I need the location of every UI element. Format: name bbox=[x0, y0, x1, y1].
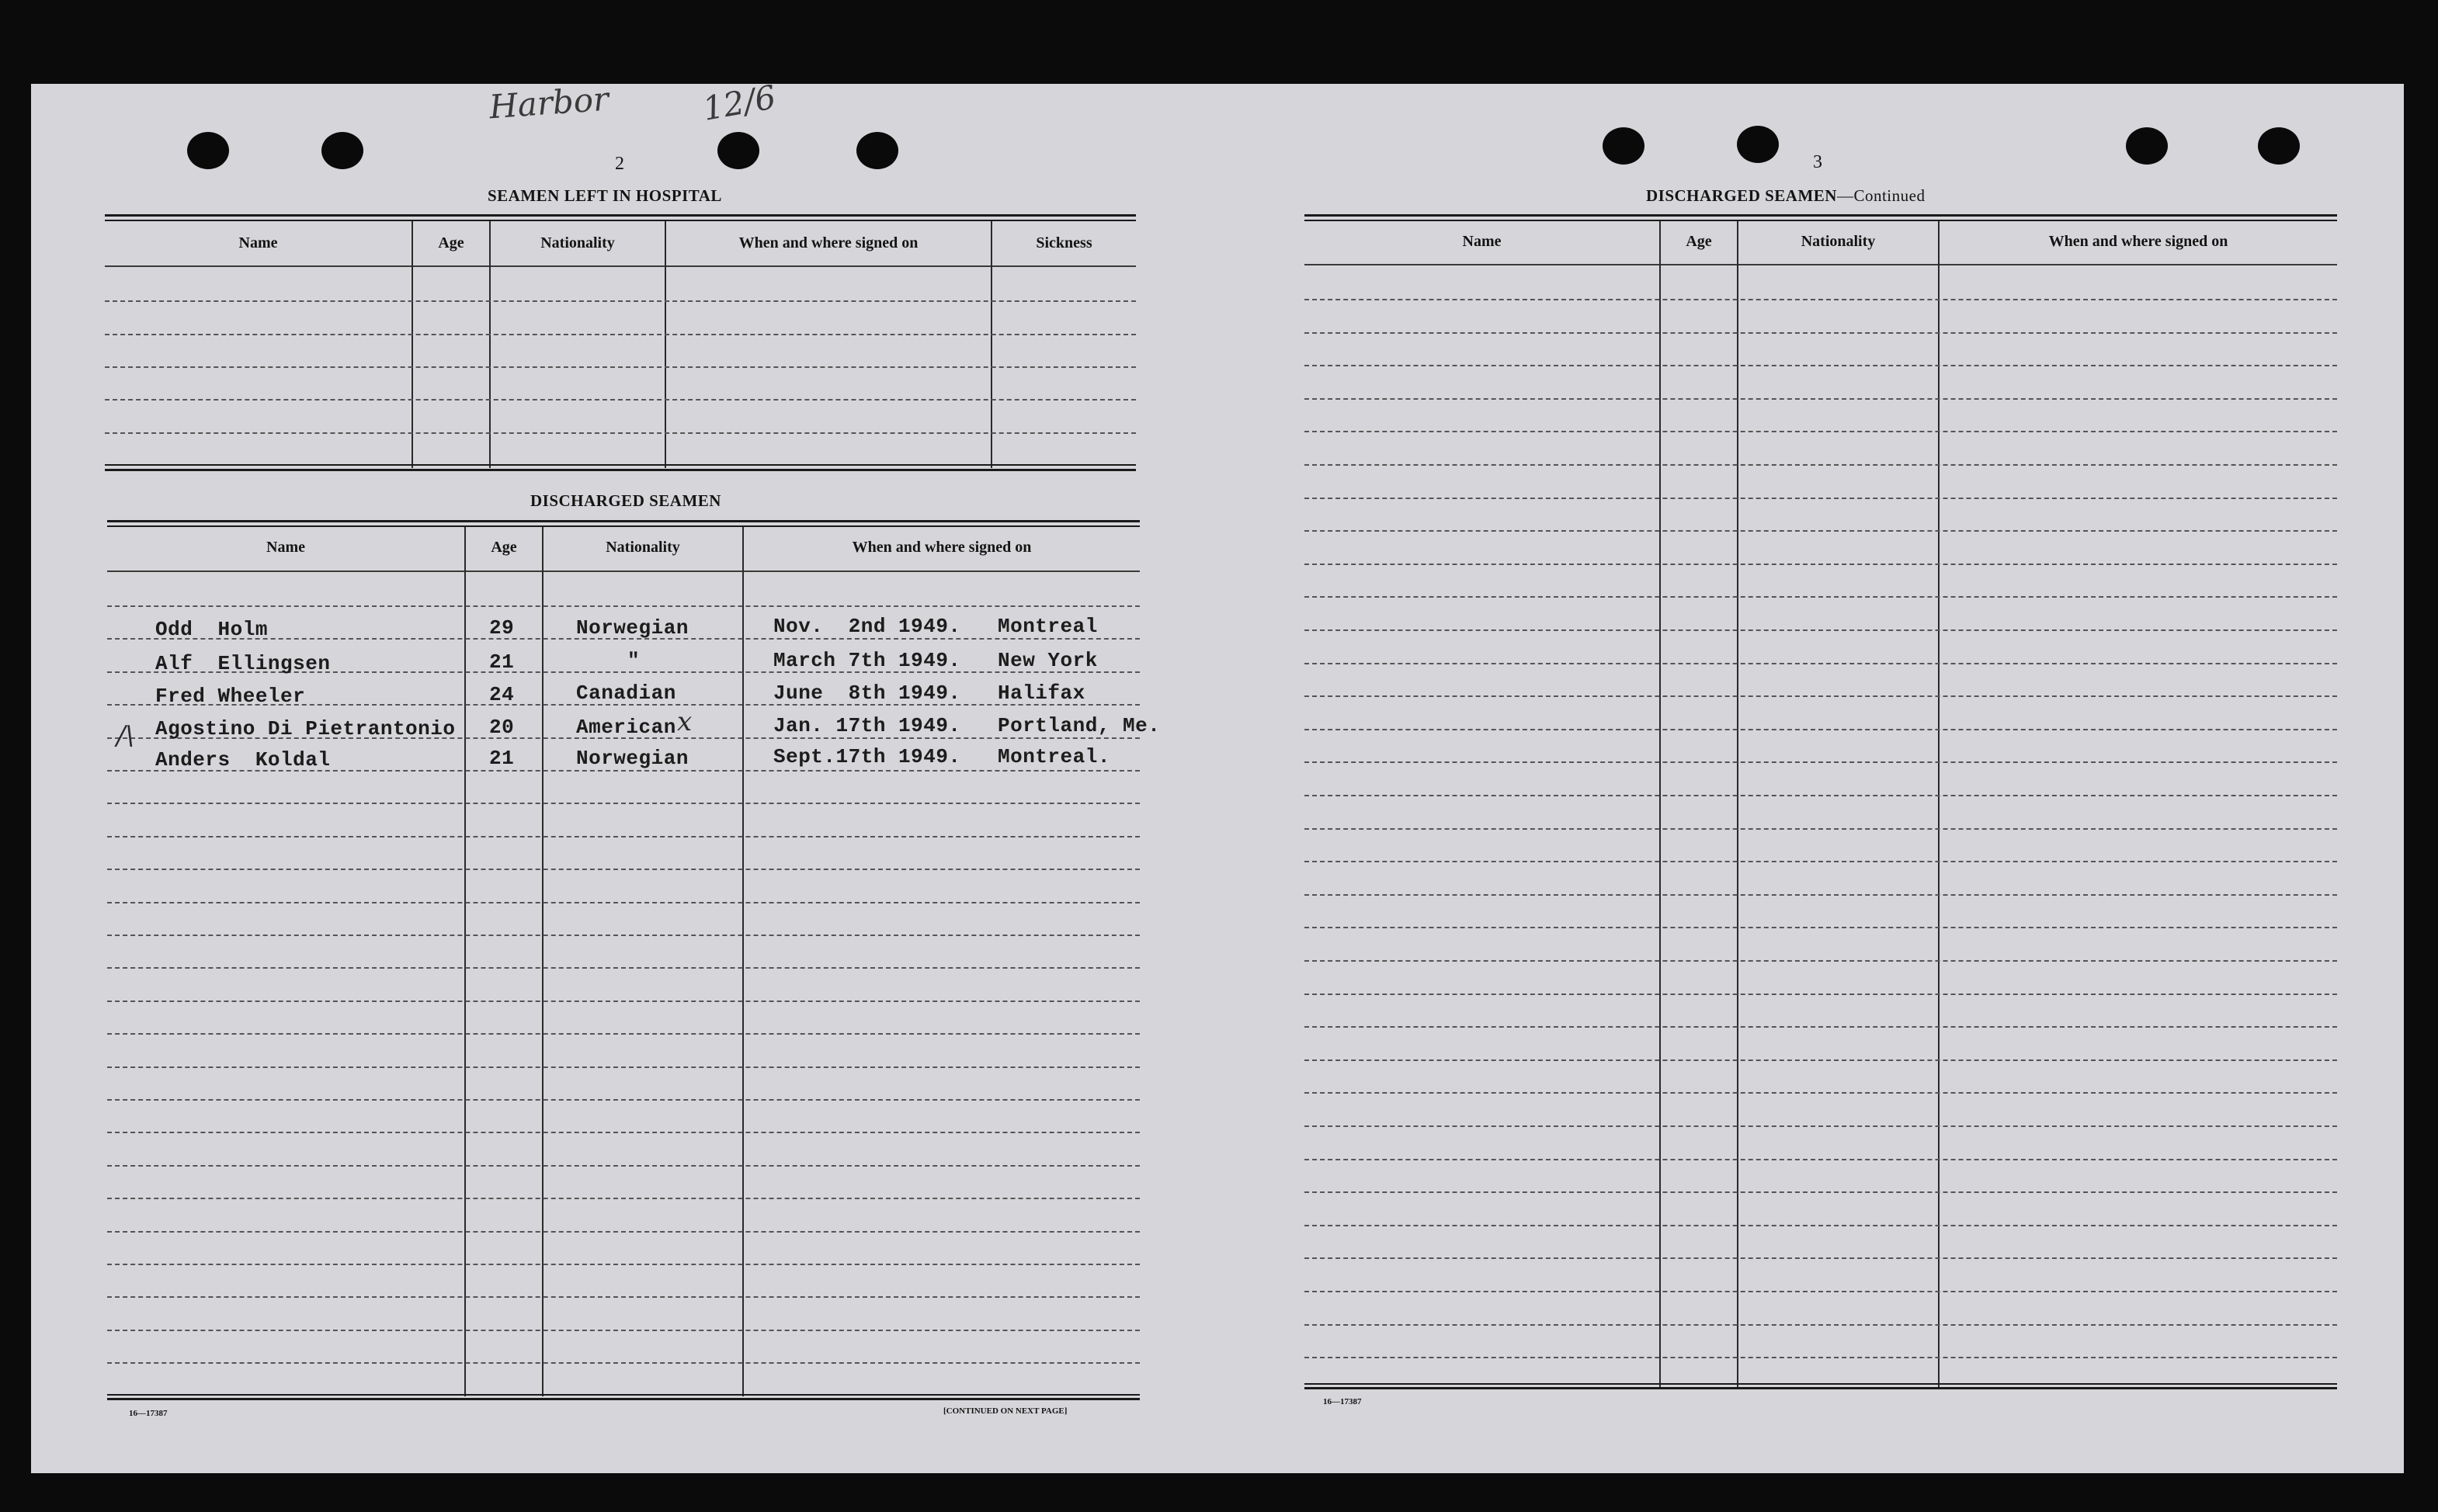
ruled-row-line bbox=[1304, 795, 2337, 796]
ruled-row-line bbox=[1304, 1357, 2337, 1358]
ruled-row-line bbox=[107, 605, 1140, 607]
ruled-row-line bbox=[1304, 894, 2337, 896]
hospital-row-line bbox=[105, 399, 1136, 401]
ruled-row-line bbox=[1304, 828, 2337, 830]
ruled-row-line bbox=[107, 1198, 1140, 1199]
ruled-row-line bbox=[1304, 761, 2337, 763]
seaman-age: 21 bbox=[489, 650, 515, 674]
seaman-nationality: Norwegian bbox=[576, 616, 689, 640]
discharged-continued-title-suffix: —Continued bbox=[1836, 186, 1926, 205]
seaman-name: Anders Koldal bbox=[155, 748, 331, 772]
seaman-name: Odd Holm bbox=[155, 618, 268, 641]
seaman-signed-place: Montreal bbox=[998, 615, 1098, 638]
ruled-row-line bbox=[1304, 398, 2337, 400]
right-column-divider bbox=[1938, 221, 1940, 1389]
hospital-table-top-rule bbox=[105, 220, 1136, 221]
hospital-column-divider bbox=[665, 221, 666, 468]
ruled-row-line bbox=[1304, 464, 2337, 466]
punch-hole bbox=[187, 132, 229, 169]
ruled-row-line bbox=[107, 1000, 1140, 1002]
hospital-header-name: Name bbox=[238, 234, 278, 251]
right-column-divider bbox=[1737, 221, 1738, 1389]
seaman-nationality: Norwegian bbox=[576, 747, 689, 770]
discharged-table-bottom-rule bbox=[107, 1394, 1140, 1396]
hospital-header-age: Age bbox=[438, 234, 464, 251]
page-number-right: 3 bbox=[1813, 152, 1822, 172]
ruled-row-line bbox=[107, 1231, 1140, 1233]
ruled-row-line bbox=[1304, 431, 2337, 432]
right-table-bottom-rule bbox=[1304, 1383, 2337, 1385]
ruled-row-line bbox=[107, 1165, 1140, 1167]
discharged-header-nationality: Nationality bbox=[606, 539, 680, 556]
hospital-column-divider bbox=[489, 221, 491, 468]
hospital-row-line bbox=[105, 366, 1136, 368]
ruled-row-line bbox=[1304, 564, 2337, 565]
discharged-continued-title bbox=[1646, 186, 1925, 206]
ruled-row-line bbox=[107, 1066, 1140, 1068]
ruled-row-line bbox=[107, 803, 1140, 804]
form-number-left: 16—17387 bbox=[129, 1409, 168, 1418]
seaman-signed-place: Halifax bbox=[998, 681, 1085, 705]
seaman-signed-date: Jan. 17th 1949. bbox=[773, 714, 961, 737]
right-column-divider bbox=[1659, 221, 1661, 1389]
punch-hole bbox=[321, 132, 363, 169]
ruled-row-line bbox=[1304, 1191, 2337, 1193]
right-table-top-rule bbox=[1304, 214, 2337, 217]
seaman-signed-date: Sept.17th 1949. bbox=[773, 745, 961, 768]
ruled-row-line bbox=[1304, 1125, 2337, 1127]
discharged-header-signed-on: When and where signed on bbox=[852, 539, 1032, 556]
ruled-row-line bbox=[107, 1099, 1140, 1101]
seaman-name: Agostino Di Pietrantonio bbox=[155, 717, 456, 740]
seaman-age: 21 bbox=[489, 747, 515, 770]
ruled-row-line bbox=[1304, 629, 2337, 631]
ruled-row-line bbox=[107, 1362, 1140, 1364]
hospital-table-bottom-rule bbox=[105, 469, 1136, 471]
ruled-row-line bbox=[1304, 695, 2337, 697]
discharged-column-divider bbox=[542, 527, 544, 1396]
seaman-name: Fred Wheeler bbox=[155, 685, 306, 708]
hospital-table-top-rule bbox=[105, 214, 1136, 217]
hospital-header-rule bbox=[105, 265, 1136, 267]
ruled-row-line bbox=[1304, 960, 2337, 962]
punch-hole bbox=[2258, 127, 2300, 165]
discharged-table-top-rule bbox=[107, 525, 1140, 527]
seaman-signed-date: March 7th 1949. bbox=[773, 649, 961, 672]
hospital-header-nationality: Nationality bbox=[540, 234, 615, 251]
discharged-header-age: Age bbox=[491, 539, 517, 556]
ruled-row-line bbox=[107, 1330, 1140, 1331]
ruled-row-line bbox=[107, 1296, 1140, 1298]
ruled-row-line bbox=[1304, 1257, 2337, 1259]
ruled-row-line bbox=[107, 1033, 1140, 1035]
hospital-header-signed-on: When and where signed on bbox=[738, 234, 919, 251]
ruled-row-line bbox=[1304, 994, 2337, 995]
ruled-row-line bbox=[1304, 1092, 2337, 1094]
hospital-row-line bbox=[105, 334, 1136, 335]
ruled-row-line bbox=[1304, 332, 2337, 334]
seaman-nationality: " bbox=[627, 649, 641, 672]
seaman-nationality: Canadian bbox=[576, 681, 676, 705]
right-header-rule bbox=[1304, 264, 2337, 265]
seaman-signed-place: Montreal. bbox=[998, 745, 1110, 768]
discharged-header-rule bbox=[107, 570, 1140, 572]
page-number-left: 2 bbox=[615, 154, 624, 174]
ruled-row-line bbox=[107, 869, 1140, 870]
ruled-row-line bbox=[107, 902, 1140, 903]
ruled-row-line bbox=[1304, 365, 2337, 366]
punch-hole bbox=[2126, 127, 2168, 165]
ruled-row-line bbox=[1304, 1159, 2337, 1160]
right-header-name: Name bbox=[1462, 233, 1502, 250]
right-header-signed-on: When and where signed on bbox=[2048, 233, 2228, 250]
punch-hole bbox=[1737, 126, 1779, 163]
hospital-column-divider bbox=[991, 221, 992, 468]
ruled-row-line bbox=[1304, 663, 2337, 664]
handwritten-harbor-note: Harbor bbox=[488, 79, 610, 127]
ruled-row-line bbox=[1304, 927, 2337, 928]
ruled-row-line bbox=[107, 1264, 1140, 1265]
punch-hole bbox=[717, 132, 759, 169]
hospital-column-divider bbox=[412, 221, 413, 468]
ruled-row-line bbox=[1304, 1059, 2337, 1061]
discharged-column-divider bbox=[464, 527, 466, 1396]
ruled-row-line bbox=[1304, 596, 2337, 598]
hospital-row-line bbox=[105, 300, 1136, 302]
seaman-signed-date: June 8th 1949. bbox=[773, 681, 961, 705]
right-table-bottom-rule bbox=[1304, 1387, 2337, 1389]
seaman-age: 24 bbox=[489, 683, 515, 706]
ruled-row-line bbox=[107, 1132, 1140, 1133]
discharged-table-top-rule bbox=[107, 520, 1140, 522]
handwritten-code-note: 12/6 bbox=[700, 78, 779, 128]
seaman-name: Alf Ellingsen bbox=[155, 652, 331, 675]
check-mark: x bbox=[677, 706, 693, 737]
hospital-header-sickness: Sickness bbox=[1036, 234, 1092, 251]
right-header-age: Age bbox=[1686, 233, 1712, 250]
punch-hole bbox=[1603, 127, 1644, 165]
ruled-row-line bbox=[1304, 1291, 2337, 1292]
check-mark: /\ bbox=[116, 720, 134, 751]
discharged-section-title: DISCHARGED SEAMEN bbox=[530, 491, 721, 510]
continued-note: [CONTINUED ON NEXT PAGE] bbox=[943, 1406, 1068, 1416]
ruled-row-line bbox=[1304, 729, 2337, 730]
ruled-row-line bbox=[107, 935, 1140, 936]
seaman-age: 20 bbox=[489, 716, 515, 739]
hospital-row-line bbox=[105, 432, 1136, 434]
right-table-top-rule bbox=[1304, 220, 2337, 221]
ruled-row-line bbox=[1304, 498, 2337, 499]
seaman-signed-place: Portland, Me. bbox=[998, 714, 1161, 737]
ruled-row-line bbox=[1304, 530, 2337, 532]
ruled-row-line bbox=[1304, 861, 2337, 862]
right-header-nationality: Nationality bbox=[1801, 233, 1876, 250]
discharged-table-bottom-rule bbox=[107, 1398, 1140, 1400]
discharged-continued-title-main: DISCHARGED SEAMEN bbox=[1646, 186, 1837, 205]
seaman-signed-place: New York bbox=[998, 649, 1098, 672]
ruled-row-line bbox=[1304, 299, 2337, 300]
hospital-section-title: SEAMEN LEFT IN HOSPITAL bbox=[488, 186, 722, 205]
punch-hole bbox=[856, 132, 898, 169]
discharged-column-divider bbox=[742, 527, 744, 1396]
hospital-table-bottom-rule bbox=[105, 464, 1136, 466]
form-number-right: 16—17387 bbox=[1323, 1397, 1362, 1406]
ruled-row-line bbox=[107, 967, 1140, 969]
seaman-signed-date: Nov. 2nd 1949. bbox=[773, 615, 961, 638]
seaman-age: 29 bbox=[489, 616, 515, 640]
ruled-row-line bbox=[107, 836, 1140, 837]
ruled-row-line bbox=[1304, 1324, 2337, 1326]
ruled-row-line bbox=[1304, 1225, 2337, 1226]
discharged-header-name: Name bbox=[266, 539, 305, 556]
ruled-row-line bbox=[1304, 1026, 2337, 1028]
seaman-nationality: American bbox=[576, 716, 676, 739]
